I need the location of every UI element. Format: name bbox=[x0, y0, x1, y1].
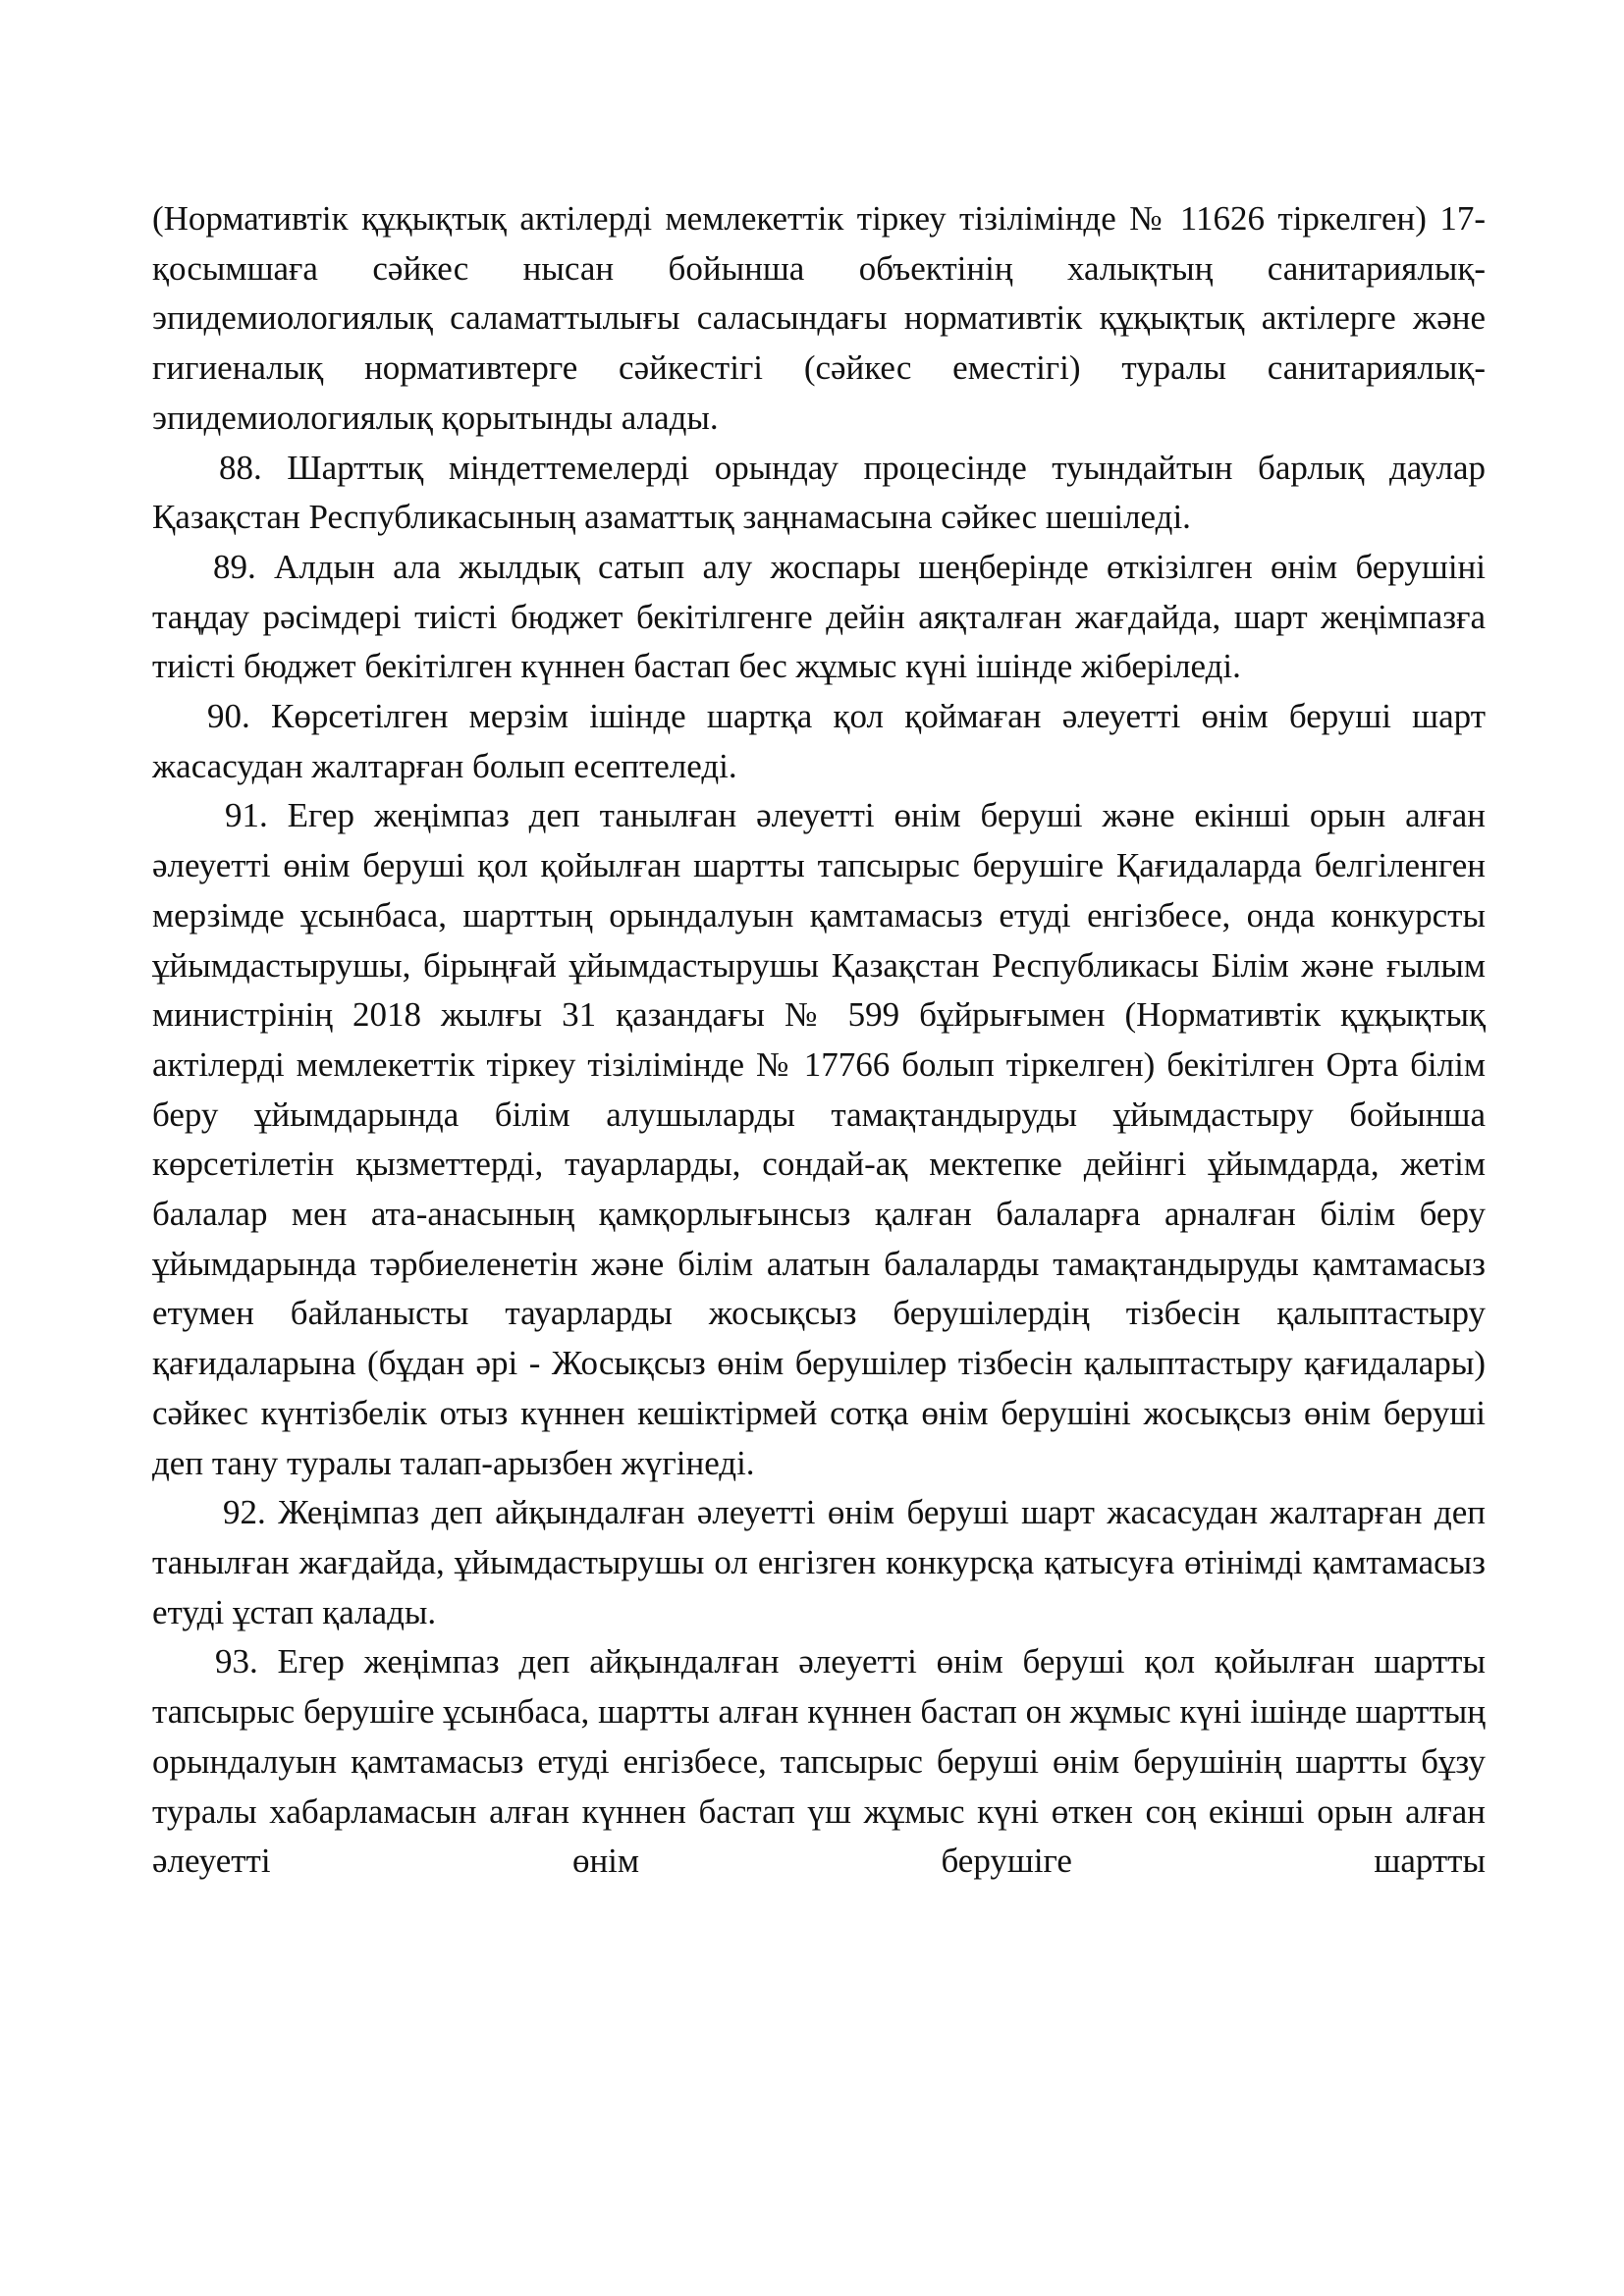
paragraph-92: 92. Жеңімпаз деп айқындалған әлеуетті өнім беруші шарт жасасудан жалтарған деп танылған жағдайда, ұйымдастырушы ол енгізген конкурсқа қатысуға өтінімді қамтамасыз етуді ұстап қалады. bbox=[152, 1493, 1486, 1631]
paragraph-89: 89. Алдын ала жылдық сатып алу жоспары шеңберінде өткізілген өнім берушіні таңдау рәсімдері тиісті бюджет бекітілгенге дейін аяқталған жағдайда, шарт жеңімпазға тиісті бюджет бекітілген күннен бастап бес жұмыс күні ішінде жіберіледі. bbox=[152, 547, 1486, 686]
paragraph-88: 88. Шарттық міндеттемелерді орындау процесінде туындайтын барлық даулар Қазақстан Республикасының азаматтық заңнамасына сәйкес шешіледі. bbox=[152, 448, 1486, 537]
paragraph-90: 90. Көрсетілген мерзім ішінде шартқа қол қоймаған әлеуетті өнім беруші шарт жасасудан жалтарған болып есептеледі. bbox=[152, 697, 1486, 785]
paragraph-continuation: (Нормативтік құқықтық актілерді мемлекеттік тіркеу тізілімінде № 11626 тіркелген) 17-қосымшаға сәйкес нысан бойынша объектінің халықтың санитариялық-эпидемиологиялық саламаттылығы саласындағы нормативтік құқықтық актілерге және гигиеналық нормативтерге сәйкестігі (сәйкес еместігі) туралы санитариялық-эпидемиологиялық қорытынды алады. bbox=[152, 199, 1486, 437]
paragraph-93: 93. Егер жеңімпаз деп айқындалған әлеуетті өнім беруші қол қойылған шартты тапсырыс берушіге ұсынбаса, шартты алған күннен бастап он жұмыс күні ішінде шарттың орындалуын қамтамасыз етуді енгізбесе, тапсырыс беруші өнім берушінің шартты бұзу туралы хабарламасын алған күннен бастап үш жұмыс күні өткен соң екінші орын алған әлеуетті өнім берушіге шартты bbox=[152, 1642, 1486, 1881]
paragraph-91: 91. Егер жеңімпаз деп танылған әлеуетті өнім беруші және екінші орын алған әлеуетті өнім беруші қол қойылған шартты тапсырыс берушіге Қағидаларда белгіленген мерзімде ұсынбаса, шарттың орындалуын қамтамасыз етуді енгізбесе, онда конкурсты ұйымдастырушы, бірыңғай ұйымдастырушы Қазақстан Республикасы Білім және ғылым министрінің 2018 жылғы 31 қазандағы № 599 бұйрығымен (Нормативтік құқықтық актілерді мемлекеттік тіркеу тізілімінде № 17766 болып тіркелген) бекітілген Орта білім беру ұйымдарында білім алушыларды тамақтандыруды ұйымдастыру бойынша көрсетілетін қызметтерді, тауарларды, сондай-ақ мектепке дейінгі ұйымдарда, жетім балалар мен ата-анасының қамқорлығынсыз қалған балаларға арналған білім беру ұйымдарында тәрбиеленетін және білім алатын балаларды тамақтандыруды қамтамасыз етумен байланысты тауарларды жосықсыз берушілердің тізбесін қалыптастыру қағидаларына (бұдан әрі - Жосықсыз өнім берушілер тізбесін қалыптастыру қағидалары) сәйкес күнтізбелік отыз күннен кешіктірмей сотқа өнім берушіні жосықсыз өнім беруші деп тану туралы талап-арызбен жүгінеді. bbox=[152, 796, 1486, 1482]
document-body bbox=[152, 194, 1486, 1887]
